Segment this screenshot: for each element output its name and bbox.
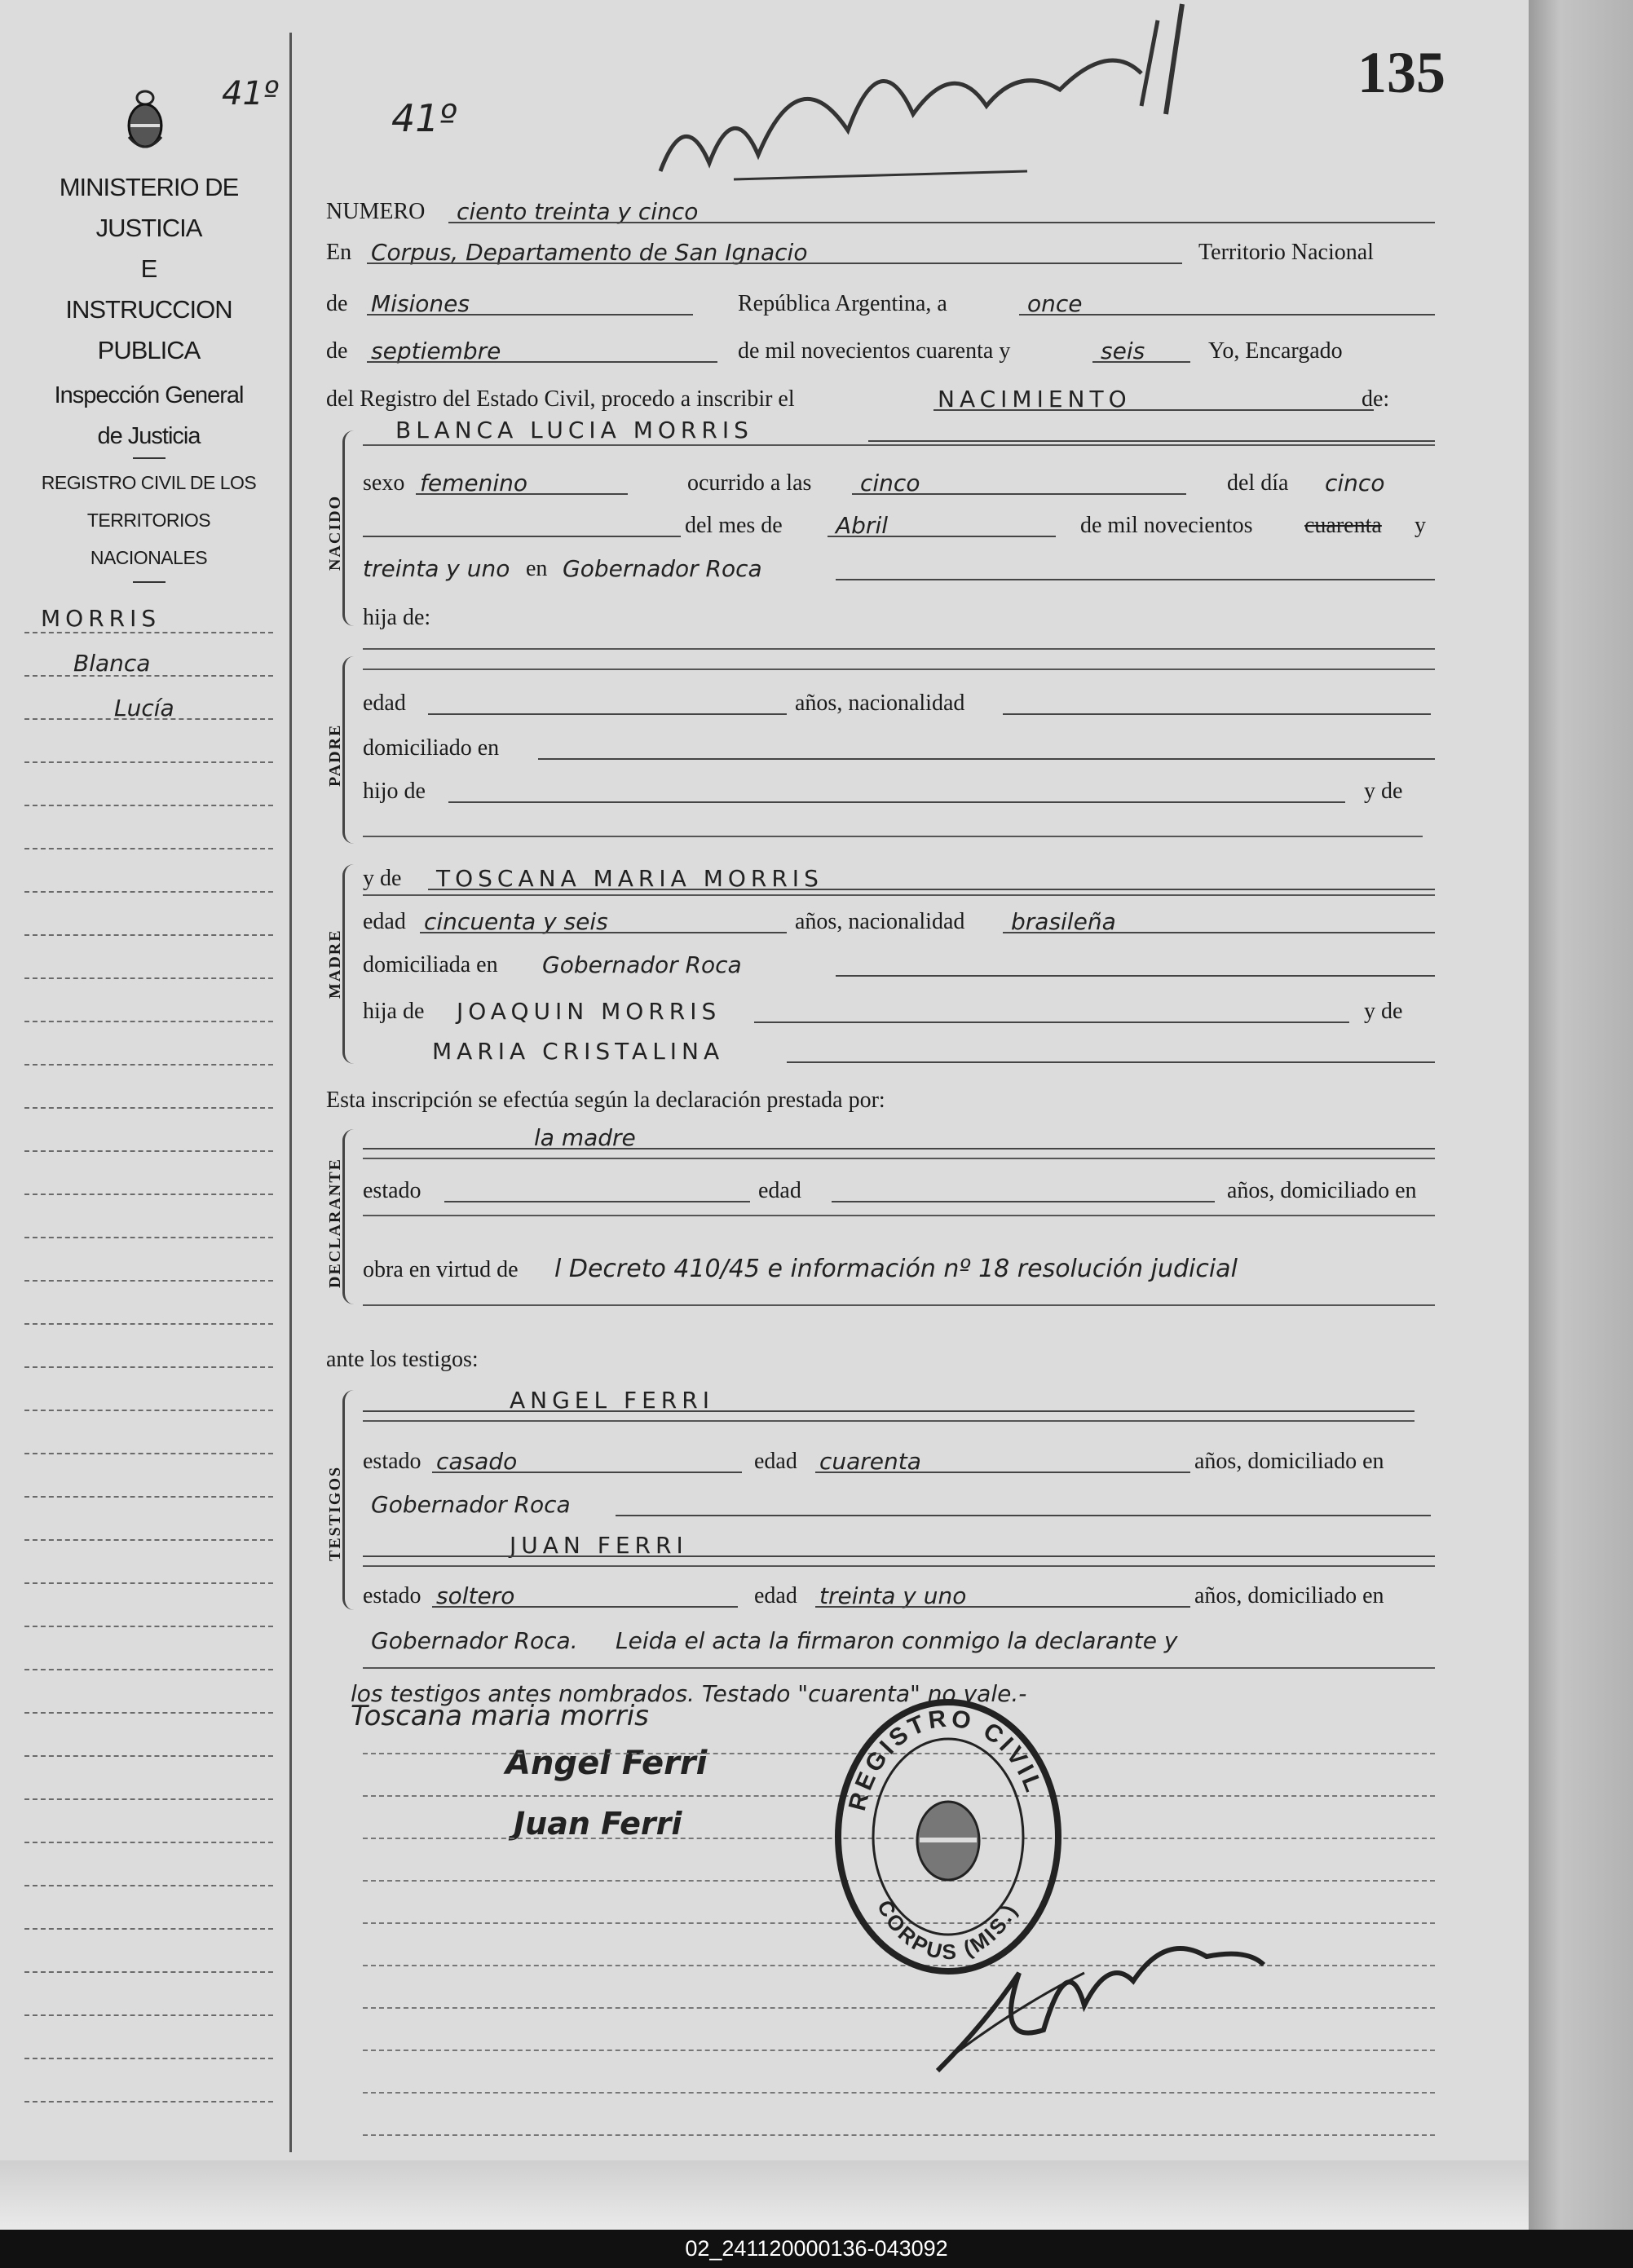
- inspection-line-1: Inspección General: [54, 382, 244, 408]
- margin-ruled-line: [24, 805, 273, 806]
- margin-ruled-line: [24, 1539, 273, 1541]
- divider: [133, 457, 166, 459]
- testigo1-estado-line: [432, 1472, 742, 1473]
- margin-ruled-line: [24, 2014, 273, 2016]
- nacido-anio-struck: cuarenta: [1304, 513, 1382, 538]
- testigo2-domicilio: Gobernador Roca.: [371, 1627, 578, 1654]
- margin-ruled-line: [24, 1453, 273, 1454]
- cierre-line-1: Leida el acta la firmaron conmigo la declarante y: [616, 1627, 1178, 1654]
- cierre-line-2: los testigos antes nombrados. Testado "cuarenta" no vale.-: [351, 1680, 1027, 1707]
- testigo2-nombre-line: [363, 1555, 1435, 1557]
- signature-testigo-1: Angel Ferri: [505, 1745, 708, 1782]
- nacido-anio-label: de mil novecientos: [1080, 513, 1253, 538]
- madre-padre-value: JOAQUIN MORRIS: [457, 998, 722, 1025]
- madre-side-label: MADRE: [326, 929, 344, 999]
- madre-madre-line: [787, 1061, 1435, 1063]
- margin-ruled-line: [24, 1626, 273, 1627]
- testigo1-domicilio-line: [616, 1515, 1431, 1516]
- registro-label: del Registro del Estado Civil, procedo a inscribir el: [326, 386, 795, 412]
- declarante-edad-line: [832, 1201, 1215, 1202]
- declarante-bracket: [342, 1129, 361, 1304]
- margin-ruled-line: [24, 1928, 273, 1930]
- margin-ruled-line: [24, 2058, 273, 2059]
- row-territorio: [326, 281, 1435, 322]
- padre-edad-line: [428, 713, 787, 715]
- nacido-anio-value: treinta y uno: [363, 555, 510, 582]
- ruled-line: [363, 1667, 1435, 1669]
- madre-anios-label: años, nacionalidad: [795, 909, 965, 934]
- margin-ruled-line: [24, 1885, 273, 1886]
- mes-label: del mes de: [685, 513, 783, 538]
- madre-edad-label: edad: [363, 909, 406, 934]
- seal-bottom-text: CORPUS (MIS.): [872, 1895, 1023, 1965]
- row-madre-nombre: [363, 856, 1435, 897]
- row-mes: [363, 503, 1435, 544]
- madre-domicilio-line: [836, 975, 1435, 977]
- blank-ruled-line: [363, 2134, 1435, 2136]
- row-padre-hijo: [363, 769, 1435, 810]
- row-numero: [326, 189, 1435, 230]
- margin-second-name: Lucía: [114, 695, 174, 721]
- margin-number-note: 41º: [222, 75, 279, 113]
- row-declarante-obra: [363, 1247, 1435, 1288]
- nacido-dia-value: cinco: [1325, 470, 1385, 496]
- padre-y-de: y de: [1364, 779, 1403, 804]
- anio-label: de mil novecientos cuarenta y: [738, 338, 1011, 364]
- testigo2-anios-label: años, domiciliado en: [1194, 1583, 1384, 1608]
- declarante-nombre-line: [363, 1148, 1435, 1149]
- mes-line: [367, 361, 717, 363]
- row-fecha: [326, 329, 1435, 369]
- territorio-value: Misiones: [371, 290, 470, 317]
- ministry-heading: [29, 167, 269, 588]
- ruled-line: [363, 648, 1435, 650]
- dia-label: del día: [1227, 470, 1289, 496]
- ruled-line: [363, 444, 1435, 446]
- territorio-line: [367, 314, 693, 315]
- margin-ruled-line: [24, 1194, 273, 1195]
- margin-ruled-line: [24, 1798, 273, 1800]
- madre-domicilio-value: Gobernador Roca: [542, 951, 742, 978]
- nacido-bracket: [342, 430, 361, 626]
- page-shadow: [1529, 0, 1633, 2230]
- padre-domicilio-line: [538, 758, 1435, 760]
- page-bottom-edge: [0, 2160, 1529, 2230]
- declarante-side-label: DECLARANTE: [326, 1157, 344, 1288]
- row-madre-domicilio: [363, 942, 1435, 983]
- declarante-edad-label: edad: [758, 1178, 801, 1203]
- mes-lead-line: [363, 536, 681, 537]
- top-note: 41º: [391, 96, 457, 140]
- sexo-value: femenino: [420, 470, 527, 496]
- madre-bracket: [342, 864, 361, 1064]
- en-value: Corpus, Departamento de San Ignacio: [371, 239, 808, 266]
- hija-label: hija de:: [363, 605, 431, 630]
- header-annotation-scribble: [636, 8, 1207, 188]
- declarante-nombre: la madre: [534, 1124, 636, 1151]
- padre-bracket: [342, 656, 361, 844]
- seal-top-text: REGISTRO CIVIL: [843, 1705, 1048, 1814]
- padre-hijo-label: hijo de: [363, 779, 426, 804]
- de-label: de: [326, 291, 348, 316]
- row-declaracion: [326, 1078, 1435, 1119]
- testigo1-domicilio: Gobernador Roca: [371, 1491, 571, 1518]
- testigo2-edad-line: [815, 1606, 1190, 1608]
- testigo1-estado: casado: [436, 1448, 518, 1475]
- row-padre-domicilio: [363, 726, 1435, 766]
- ruled-line: [363, 894, 1435, 896]
- margin-ruled-line: [24, 1755, 273, 1757]
- testigo2-edad: treinta y uno: [819, 1582, 967, 1609]
- testigos-bracket: [342, 1390, 361, 1610]
- margin-ruled-line: [24, 1150, 273, 1152]
- row-declarante-estado: [363, 1168, 1435, 1209]
- ministry-line-1: MINISTERIO DE JUSTICIA: [59, 173, 239, 242]
- declarante-estado-line: [444, 1201, 750, 1202]
- madre-padre-line: [754, 1021, 1349, 1023]
- margin-ruled-line: [24, 1842, 273, 1843]
- madre-edad-value: cincuenta y seis: [424, 908, 608, 935]
- hora-line: [852, 493, 1186, 495]
- lugar-label: en: [526, 556, 548, 581]
- testigo2-estado: soltero: [436, 1582, 515, 1609]
- hora-label: ocurrido a las: [687, 470, 812, 496]
- ruled-line: [363, 668, 1435, 670]
- row-testigo2-nombre: [363, 1523, 1435, 1564]
- testigo1-anios-label: años, domiciliado en: [1194, 1449, 1384, 1474]
- nacido-mes-value: Abril: [836, 512, 888, 539]
- margin-ruled-line: [24, 1582, 273, 1584]
- row-testigos-label: [326, 1337, 1435, 1378]
- ruled-line: [363, 836, 1423, 837]
- margin-ruled-line: [24, 1064, 273, 1066]
- padre-domicilio-label: domiciliado en: [363, 735, 500, 761]
- madre-edad-line: [420, 932, 787, 933]
- acto-value: NACIMIENTO: [938, 386, 1132, 413]
- testigo2-estado-line: [432, 1606, 738, 1608]
- row-declarante-nombre: [363, 1115, 1435, 1156]
- page-number: 135: [1357, 40, 1445, 105]
- dia-line: [1019, 314, 1435, 315]
- margin-ruled-line: [24, 718, 273, 720]
- testigo1-nombre-line: [363, 1410, 1415, 1412]
- ruled-line: [363, 1304, 1435, 1306]
- margin-ruled-line: [24, 848, 273, 849]
- madre-hija-label: hija de: [363, 999, 425, 1024]
- official-signature-icon: [921, 1924, 1280, 2087]
- margin-ruled-line: [24, 1021, 273, 1022]
- testigos-label: ante los testigos:: [326, 1347, 479, 1372]
- nacido-side-label: NACIDO: [326, 494, 344, 571]
- declaracion-label: Esta inscripción se efectúa según la declaración prestada por:: [326, 1088, 885, 1113]
- divider: [133, 581, 166, 583]
- row-en: [326, 230, 1435, 271]
- row-testigo1-nombre: [363, 1378, 1435, 1419]
- footer-id: 02_241120000136-043092: [0, 2230, 1633, 2268]
- margin-ruled-line: [24, 1237, 273, 1238]
- margin-ruled-line: [24, 1669, 273, 1670]
- signature-testigo-2: Juan Ferri: [514, 1806, 682, 1842]
- madre-nacionalidad-value: brasileña: [1011, 908, 1116, 935]
- sexo-label: sexo: [363, 470, 405, 496]
- en-line: [367, 263, 1182, 264]
- lugar-line: [836, 579, 1435, 580]
- signature-declarante: Toscana maria morris: [351, 1700, 649, 1732]
- blank-ruled-line: [363, 2092, 1435, 2094]
- ruled-line: [363, 1215, 1435, 1216]
- row-testigo1-estado: [363, 1439, 1435, 1480]
- margin-ruled-line: [24, 1712, 273, 1714]
- republica-label: República Argentina, a: [738, 291, 947, 316]
- anio-value: seis: [1101, 338, 1145, 364]
- madre-nac-line: [1003, 932, 1435, 933]
- testigo2-estado-label: estado: [363, 1583, 421, 1608]
- ruled-line: [363, 1420, 1415, 1422]
- row-hija: [363, 595, 1435, 636]
- margin-ruled-line: [24, 934, 273, 936]
- encargado-label: Yo, Encargado: [1208, 338, 1343, 364]
- madre-yde-label: y de: [363, 866, 402, 891]
- margin-ruled-line: [24, 675, 273, 677]
- registry-line-1: REGISTRO CIVIL DE LOS: [41, 472, 257, 493]
- ministry-line-2: E: [140, 254, 157, 283]
- margin-ruled-line: [24, 1280, 273, 1282]
- inspection-line-2: de Justicia: [97, 423, 201, 449]
- nombre-line: [868, 440, 1435, 442]
- margin-ruled-line: [24, 1107, 273, 1109]
- registry-line-2: TERRITORIOS NACIONALES: [86, 510, 211, 568]
- padre-side-label: PADRE: [326, 723, 344, 787]
- padre-nac-line: [1003, 713, 1431, 715]
- testigo2-edad-label: edad: [754, 1583, 797, 1608]
- margin-surname: MORRIS: [41, 605, 161, 632]
- margin-ruled-line: [24, 1410, 273, 1411]
- nacido-mes-line: [828, 536, 1056, 537]
- header-mark-icon: [1141, 0, 1207, 122]
- testigo1-edad-label: edad: [754, 1449, 797, 1474]
- row-madre-hija: [363, 989, 1435, 1030]
- ruled-line: [363, 1158, 1435, 1159]
- madre-madre-value: MARIA CRISTALINA: [432, 1038, 725, 1065]
- madre-domicilio-label: domiciliada en: [363, 952, 498, 977]
- testigo1-nombre: ANGEL FERRI: [510, 1387, 714, 1414]
- row-testigo1-domicilio: [363, 1482, 1435, 1523]
- anio-line: [1092, 361, 1190, 363]
- numero-label: NUMERO: [326, 199, 426, 224]
- numero-line: [448, 222, 1435, 223]
- margin-first-name: Blanca: [73, 650, 151, 677]
- margin-ruled-line: [24, 1323, 273, 1325]
- padre-edad-label: edad: [363, 691, 406, 716]
- declarante-obra-label: obra en virtud de: [363, 1257, 519, 1282]
- margin-ruled-line: [24, 1971, 273, 1973]
- declarante-estado-label: estado: [363, 1178, 421, 1203]
- row-madre-edad: [363, 899, 1435, 940]
- de-colon-label: de:: [1362, 386, 1390, 412]
- margin-ruled-line: [24, 761, 273, 763]
- mes-value: septiembre: [371, 338, 501, 364]
- margin-ruled-line: [24, 2101, 273, 2103]
- madre-nombre-line: [428, 889, 1435, 890]
- dia-value: once: [1027, 290, 1083, 317]
- ministry-line-3: INSTRUCCION PUBLICA: [65, 295, 232, 364]
- padre-hijo-line: [448, 801, 1345, 803]
- row-lugar: [363, 546, 1435, 587]
- margin-ruled-line: [24, 1366, 273, 1368]
- margin-ruled-line: [24, 891, 273, 893]
- lugar-value: Gobernador Roca: [563, 555, 762, 582]
- padre-anios-label: años, nacionalidad: [795, 691, 965, 716]
- row-cierre-0: [363, 1618, 1435, 1659]
- testigo1-edad: cuarenta: [819, 1448, 921, 1475]
- numero-value: ciento treinta y cinco: [457, 198, 699, 225]
- nacido-y: y: [1415, 513, 1426, 538]
- en-label: En: [326, 240, 352, 265]
- hora-value: cinco: [860, 470, 920, 496]
- row-padre-edad: [363, 681, 1435, 721]
- coat-of-arms-icon: [122, 88, 168, 153]
- sexo-line: [416, 493, 628, 495]
- nacido-nombre: BLANCA LUCIA MORRIS: [395, 417, 753, 443]
- row-nacido-nombre: [363, 408, 1435, 448]
- ruled-line: [363, 1565, 1435, 1567]
- territorio-label: Territorio Nacional: [1198, 240, 1374, 265]
- row-madre-madre: [363, 1029, 1435, 1070]
- testigo1-edad-line: [815, 1472, 1190, 1473]
- declarante-anios-label: años, domiciliado en: [1227, 1178, 1417, 1203]
- row-testigo2-estado: [363, 1573, 1435, 1614]
- testigo2-nombre: JUAN FERRI: [510, 1532, 688, 1559]
- row-sexo: [363, 461, 1435, 501]
- declarante-obra-value: l Decreto 410/45 e información nº 18 resolución judicial: [554, 1255, 1238, 1283]
- margin-ruled-line: [24, 977, 273, 979]
- testigos-side-label: TESTIGOS: [326, 1465, 344, 1561]
- de-label: de: [326, 338, 348, 364]
- testigo1-estado-label: estado: [363, 1449, 421, 1474]
- margin-ruled-line: [24, 1496, 273, 1498]
- margin-ruled-line: [24, 632, 273, 633]
- madre-y-de: y de: [1364, 999, 1403, 1024]
- madre-nombre: TOSCANA MARIA MORRIS: [436, 865, 823, 892]
